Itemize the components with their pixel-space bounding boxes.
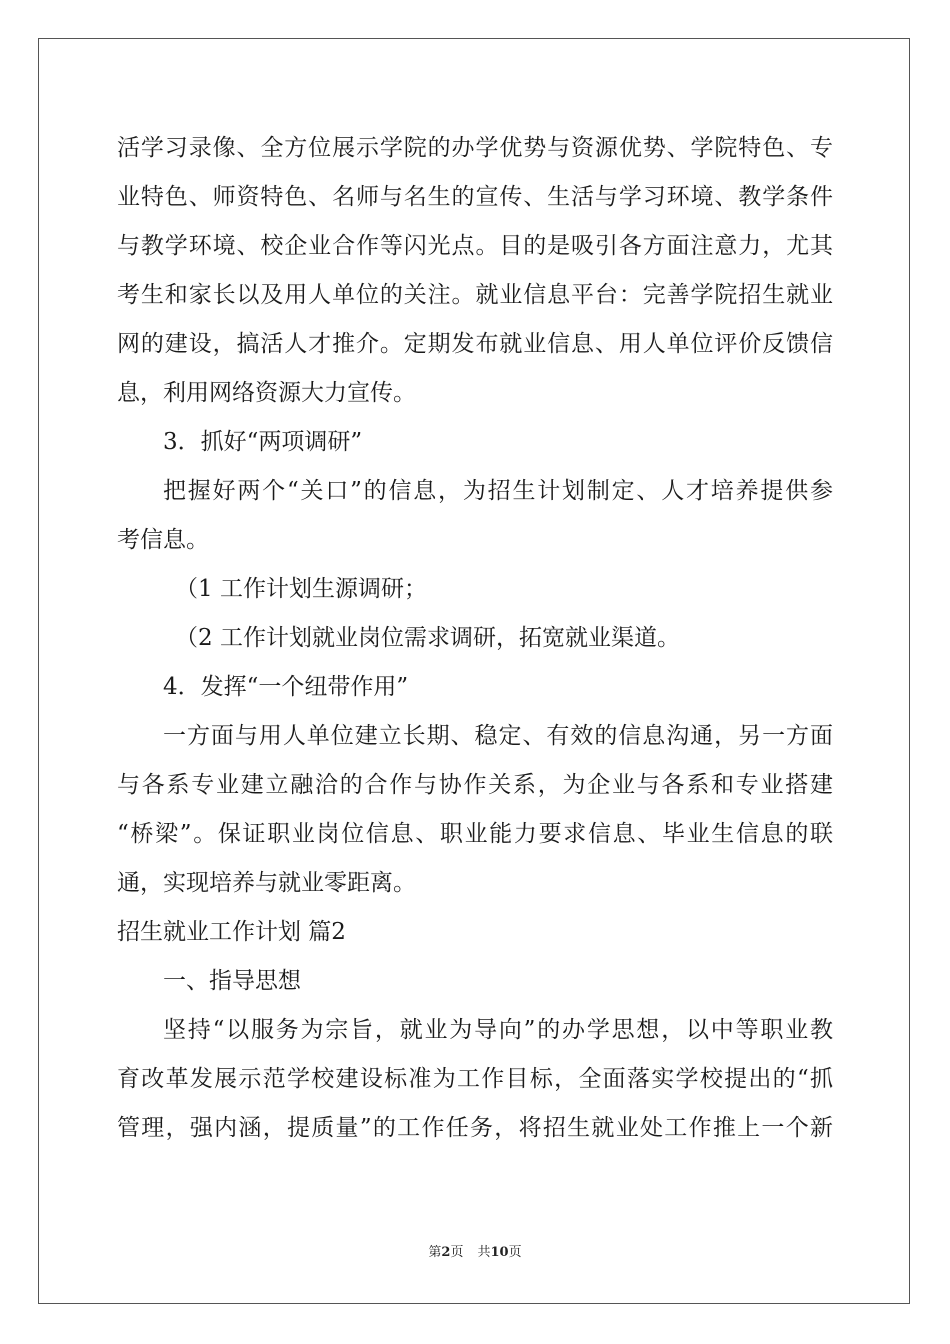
body-line: “桥梁”。保证职业岗位信息、职业能力要求信息、毕业生信息的联 [117,821,833,847]
body-line: 息，利用网络资源大力宣传。 [117,380,416,406]
body-line: 业特色、师资特色、名师与名生的宣传、生活与学习环境、教学条件 [117,184,833,210]
body-line: 把握好两个“关口”的信息，为招生计划制定、人才培养提供参 [163,478,833,504]
current-page-number: 2 [441,1245,451,1260]
body-line: 考信息。 [117,527,209,553]
document-body [117,124,833,1153]
section-heading: 3．抓好“两项调研” [163,429,363,455]
page-prefix: 第 [428,1245,442,1260]
total-pages-number: 10 [490,1245,509,1260]
body-line: 一方面与用人单位建立长期、稳定、有效的信息沟通，另一方面 [163,723,833,749]
body-line: 坚持“以服务为宗旨，就业为导向”的办学思想，以中等职业教 [163,1017,833,1043]
body-line: 通，实现培养与就业零距离。 [117,870,416,896]
section-heading: 4．发挥“一个纽带作用” [163,674,409,700]
body-line: 管理，强内涵，提质量”的工作任务，将招生就业处工作推上一个新 [117,1115,833,1141]
total-suffix: 页 [508,1245,522,1260]
body-line: 网的建设，搞活人才推介。定期发布就业信息、用人单位评价反馈信 [117,331,833,357]
page-footer [0,1244,950,1262]
list-item: （2 工作计划就业岗位需求调研，拓宽就业渠道。 [175,625,680,651]
section-heading: 一、指导思想 [163,968,301,994]
body-line: 考生和家长以及用人单位的关注。就业信息平台：完善学院招生就业 [117,282,833,308]
total-prefix: 共 [477,1245,491,1260]
page-suffix: 页 [450,1245,464,1260]
body-line: 与各系专业建立融洽的合作与协作关系，为企业与各系和专业搭建 [117,772,833,798]
article-title: 招生就业工作计划 篇2 [117,919,346,945]
body-line: 与教学环境、校企业合作等闪光点。目的是吸引各方面注意力，尤其 [117,233,833,259]
body-line: 育改革发展示范学校建设标准为工作目标，全面落实学校提出的“抓 [117,1066,833,1092]
list-item: （1 工作计划生源调研； [175,576,427,602]
body-line: 活学习录像、全方位展示学院的办学优势与资源优势、学院特色、专 [117,135,833,161]
